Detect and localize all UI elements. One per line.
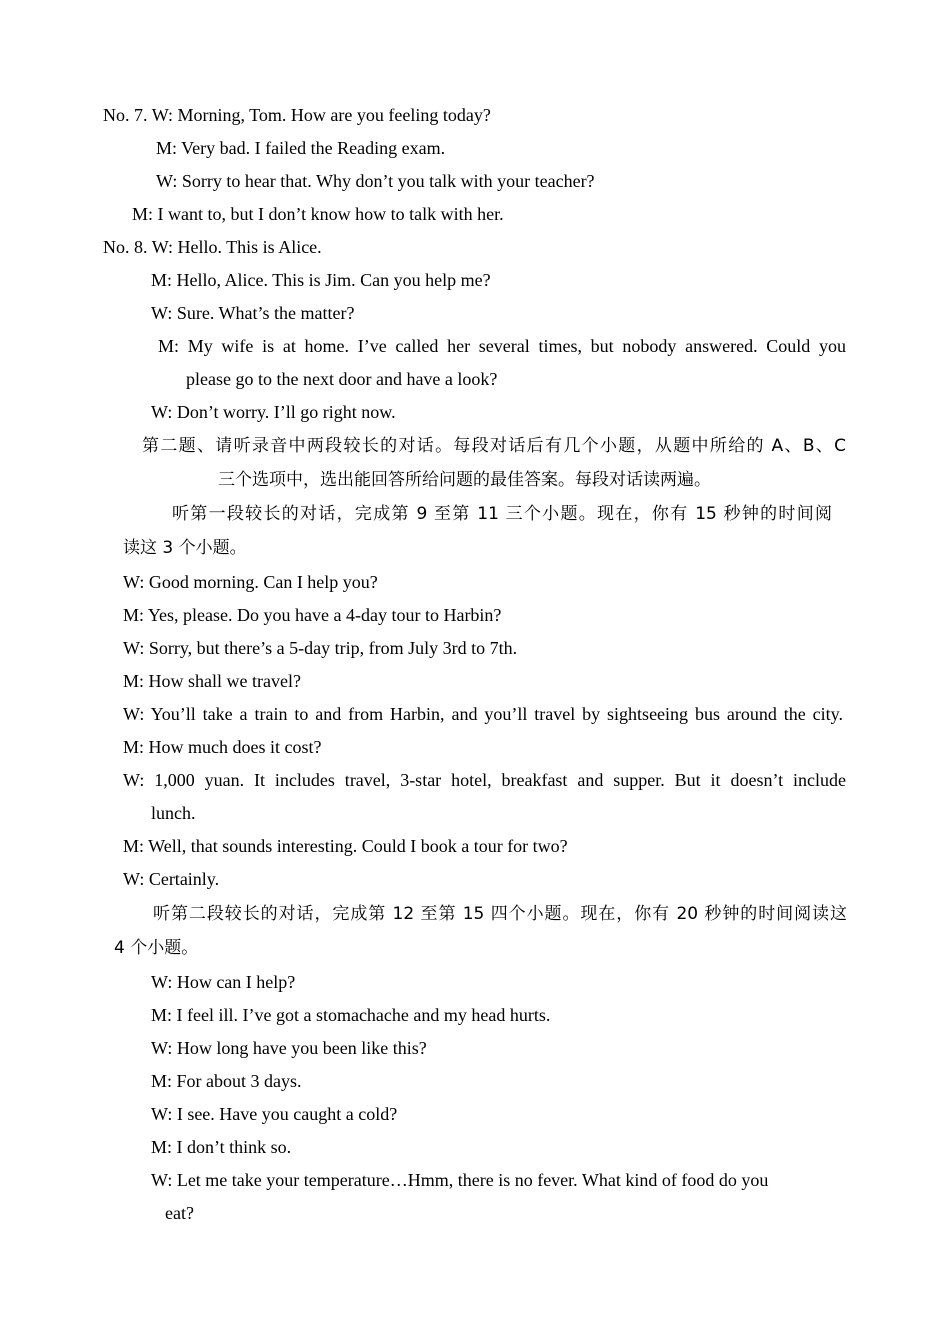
dialogue1-line-2: M: Yes, please. Do you have a 4-day tour to Harbin? <box>123 605 502 625</box>
dialogue1-line-5: W: You’ll take a train to and from Harbin, and you’ll travel by sightseeing bus around the city. <box>123 704 843 724</box>
dialogue1-line-7-cont: lunch. <box>151 803 196 823</box>
no8-line-1 <box>103 236 322 258</box>
dialogue2-intro-line-1: 听第二段较长的对话，完成第 12 至第 15 四个小题。现在，你有 20 秒钟的时间阅读这 <box>153 904 847 924</box>
no8-dialogue-m2: M: My wife is at home. I’ve called her several times, but nobody answered. Could you <box>158 336 846 356</box>
dialogue1-line-8: M: Well, that sounds interesting. Could I book a tour for two? <box>123 836 568 856</box>
section2-instruction-line-2: 三个选项中，选出能回答所给问题的最佳答案。每段对话读两遍。 <box>218 470 711 490</box>
no8-dialogue-m1: M: Hello, Alice. This is Jim. Can you help me? <box>151 270 491 290</box>
dialogue2-line-4: M: For about 3 days. <box>151 1071 302 1091</box>
dialogue1-line-1: W: Good morning. Can I help you? <box>123 572 378 592</box>
no7-dialogue-w1: W: Morning, Tom. How are you feeling today? <box>151 105 491 125</box>
no7-dialogue-w2: W: Sorry to hear that. Why don’t you talk with your teacher? <box>156 171 595 191</box>
dialogue1-line-3: W: Sorry, but there’s a 5-day trip, from July 3rd to 7th. <box>123 638 518 658</box>
dialogue1-line-4: M: How shall we travel? <box>123 671 301 691</box>
dialogue2-line-3: W: How long have you been like this? <box>151 1038 427 1058</box>
dialogue2-line-5: W: I see. Have you caught a cold? <box>151 1104 398 1124</box>
section2-instruction-line-1: 第二题、请听录音中两段较长的对话。每段对话后有几个小题，从题中所给的 A、B、C <box>142 436 846 456</box>
no8-dialogue-w3: W: Don’t worry. I’ll go right now. <box>151 402 396 422</box>
dialogue2-intro-line-2: 4 个小题。 <box>114 938 199 958</box>
no8-dialogue-w2: W: Sure. What’s the matter? <box>151 303 355 323</box>
dialogue2-line-6: M: I don’t think so. <box>151 1137 292 1157</box>
dialogue1-intro-line-1: 听第一段较长的对话，完成第 9 至第 11 三个小题。现在，你有 15 秒钟的时间阅 <box>172 504 832 524</box>
dialogue1-intro-line-2: 读这 3 个小题。 <box>123 538 247 558</box>
no7-label: No. 7. <box>103 105 148 125</box>
dialogue1-line-6: M: How much does it cost? <box>123 737 322 757</box>
no7-dialogue-m1: M: Very bad. I failed the Reading exam. <box>156 138 446 158</box>
dialogue2-line-1: W: How can I help? <box>151 972 296 992</box>
no7-line-1 <box>103 104 491 126</box>
dialogue2-line-2: M: I feel ill. I’ve got a stomachache and my head hurts. <box>151 1005 551 1025</box>
dialogue1-line-7: W: 1,000 yuan. It includes travel, 3-star hotel, breakfast and supper. But it doesn’t include <box>123 770 846 790</box>
no7-dialogue-m2: M: I want to, but I don’t know how to talk with her. <box>132 204 504 224</box>
dialogue2-line-7-cont: eat? <box>165 1203 194 1223</box>
no8-label: No. 8. <box>103 237 148 257</box>
dialogue2-line-7: W: Let me take your temperature…Hmm, there is no fever. What kind of food do you <box>151 1170 769 1190</box>
no8-dialogue-w1: W: Hello. This is Alice. <box>151 237 322 257</box>
dialogue1-line-9: W: Certainly. <box>123 869 220 889</box>
no8-dialogue-m2-cont: please go to the next door and have a look? <box>186 369 498 389</box>
